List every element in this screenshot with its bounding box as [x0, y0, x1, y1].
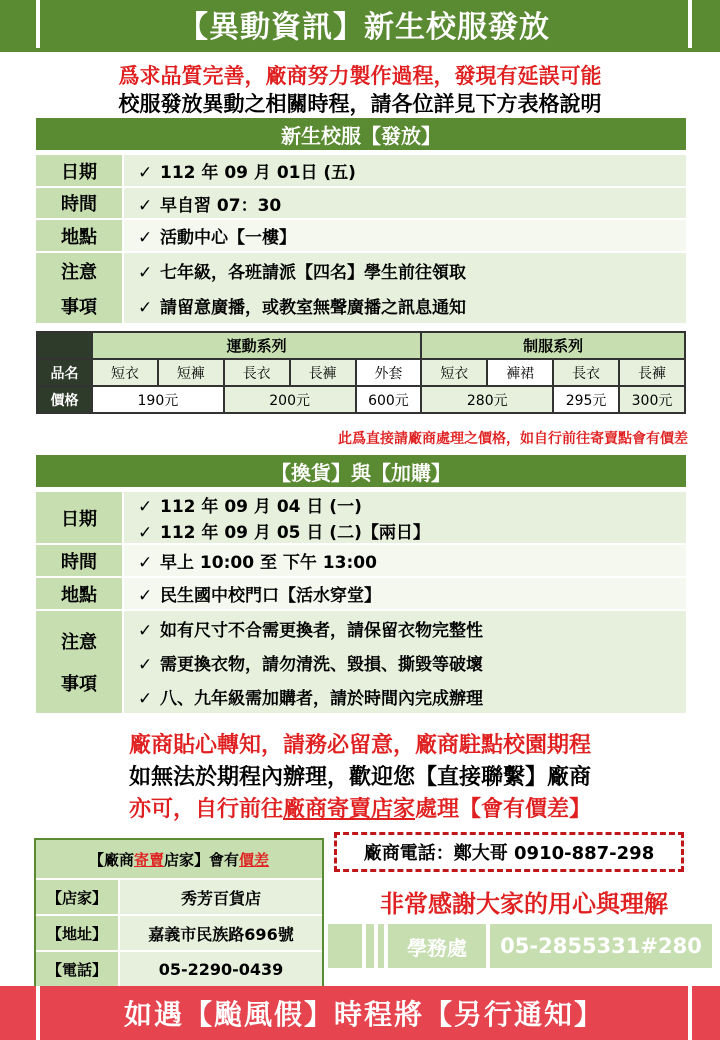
distribution-heading: 新生校服【發放】 — [36, 118, 686, 150]
distribution-time: 早自習 07：30 — [160, 195, 282, 216]
shop-row — [36, 880, 322, 916]
price-cell: 200元 — [224, 386, 356, 413]
price-table — [36, 331, 686, 414]
vendor-phone: 廠商電話：鄭大哥 0910-887-298 — [334, 832, 684, 872]
shop-info — [34, 838, 324, 988]
row-label-price: 價格 — [37, 386, 92, 413]
check-icon: ✓ — [138, 298, 153, 318]
notice-black: 校服發放異動之相關時程，請各位詳見下方表格說明 — [118, 92, 602, 116]
check-icon: ✓ — [138, 586, 153, 606]
shop-label: 【電話】 — [36, 952, 118, 986]
thanks-text: 非常感謝大家的用心與理解 — [380, 890, 668, 918]
distribution-date-row — [36, 155, 686, 188]
date-label: 日期 — [36, 492, 122, 545]
notes-label-2: 事項 — [61, 296, 97, 318]
office-name: 學務處 — [388, 924, 486, 968]
check-icon: ✓ — [138, 228, 153, 248]
office-bar — [328, 924, 712, 968]
shop-head: 【廠商 寄賣 店家】會有 價差 — [36, 840, 322, 880]
item-cell: 短衣 — [92, 359, 158, 386]
price-cell: 300元 — [619, 386, 685, 413]
office-phone: 05-2855331#280 — [490, 924, 712, 968]
check-icon: ✓ — [138, 497, 153, 518]
group-uniform: 制服系列 — [421, 332, 685, 359]
check-icon: ✓ — [138, 654, 153, 675]
shop-phone: 05-2290-0439 — [120, 952, 322, 986]
check-icon: ✓ — [138, 522, 153, 543]
exchange-time: 早上 10:00 至 下午 13:00 — [160, 553, 377, 573]
shop-row — [36, 952, 322, 986]
item-cell: 長衣 — [224, 359, 290, 386]
exchange-date: 112 年 09 月 04 日 (一) — [160, 497, 362, 518]
item-cell: 短褲 — [158, 359, 224, 386]
date-label: 日期 — [36, 155, 122, 188]
time-label: 時間 — [36, 188, 122, 220]
distribution-note: 請留意廣播，或教室無聲廣播之訊息通知 — [160, 298, 466, 318]
price-cell: 295元 — [553, 386, 619, 413]
place-label: 地點 — [36, 220, 122, 253]
item-cell: 外套 — [356, 359, 422, 386]
item-cell: 長褲 — [290, 359, 356, 386]
check-icon: ✓ — [138, 620, 153, 641]
exchange-note: 如有尺寸不合需更換者，請保留衣物完整性 — [160, 620, 483, 641]
shop-label: 【地址】 — [36, 916, 118, 950]
vendor-msg-3: 亦可，自行前往廠商寄賣店家處理【會有價差】 — [128, 797, 592, 822]
item-cell: 長衣 — [553, 359, 619, 386]
notes-label-1: 注意 — [61, 261, 97, 283]
item-cell: 長褲 — [619, 359, 685, 386]
notes-label-1: 注意 — [61, 632, 97, 653]
place-label: 地點 — [36, 578, 122, 611]
vendor-msg-2: 如無法於期程內辦理，歡迎您【直接聯繫】廠商 — [128, 765, 591, 790]
price-cell: 190元 — [92, 386, 224, 413]
shop-row — [36, 916, 322, 952]
check-icon: ✓ — [138, 263, 153, 283]
item-cell: 褲裙 — [487, 359, 553, 386]
notice-red: 爲求品質完善，廠商努力製作過程，發現有延誤可能 — [118, 64, 602, 88]
time-label: 時間 — [36, 545, 122, 578]
shop-label: 【店家】 — [36, 880, 118, 914]
distribution-date: 112 年 09 月 01日 (五) — [160, 163, 356, 183]
price-cell: 600元 — [356, 386, 422, 413]
row-label-item: 品名 — [37, 359, 92, 386]
exchange-place-row — [36, 578, 686, 611]
exchange-notes-row — [36, 611, 686, 715]
item-cell: 短衣 — [421, 359, 487, 386]
exchange-note: 八、九年級需加購者，請於時間內完成辦理 — [160, 688, 483, 709]
consignment-link: 廠商寄賣店家 — [282, 797, 415, 822]
exchange-note: 需更換衣物，請勿清洗、毀損、撕毀等破壞 — [160, 654, 483, 675]
distribution-time-row — [36, 188, 686, 220]
exchange-heading: 【換貨】與【加購】 — [36, 455, 686, 487]
exchange-date: 112 年 09 月 05 日 (二)【兩日】 — [160, 522, 430, 543]
vendor-msg-1: 廠商貼心轉知，請務必留意，廠商駐點校園期程 — [128, 733, 591, 758]
price-note: 此爲直接請廠商處理之價格，如自行前往寄賣點會有價差 — [338, 431, 688, 447]
footer-notice: 如遇【颱風假】時程將【另行通知】 — [36, 986, 692, 1040]
page-title: 【異動資訊】新生校服發放 — [36, 0, 692, 48]
office-bar-stripe — [328, 924, 362, 968]
distribution-place: 活動中心【一樓】 — [160, 228, 296, 248]
price-table-corner — [37, 332, 92, 359]
exchange-place: 民生國中校門口【活水穿堂】 — [160, 586, 381, 606]
shop-address: 嘉義市民族路696號 — [120, 916, 322, 950]
notes-label-2: 事項 — [61, 674, 97, 695]
check-icon: ✓ — [138, 195, 153, 216]
price-cell: 280元 — [421, 386, 553, 413]
check-icon: ✓ — [138, 163, 153, 183]
group-sports: 運動系列 — [92, 332, 421, 359]
distribution-place-row — [36, 220, 686, 253]
distribution-note: 七年級，各班請派【四名】學生前往領取 — [160, 263, 466, 283]
office-bar-stripe — [366, 924, 374, 968]
exchange-time-row — [36, 545, 686, 578]
exchange-date-row — [36, 492, 686, 545]
check-icon: ✓ — [138, 688, 153, 709]
distribution-notes-row — [36, 253, 686, 325]
shop-name: 秀芳百貨店 — [120, 880, 322, 914]
check-icon: ✓ — [138, 553, 153, 573]
